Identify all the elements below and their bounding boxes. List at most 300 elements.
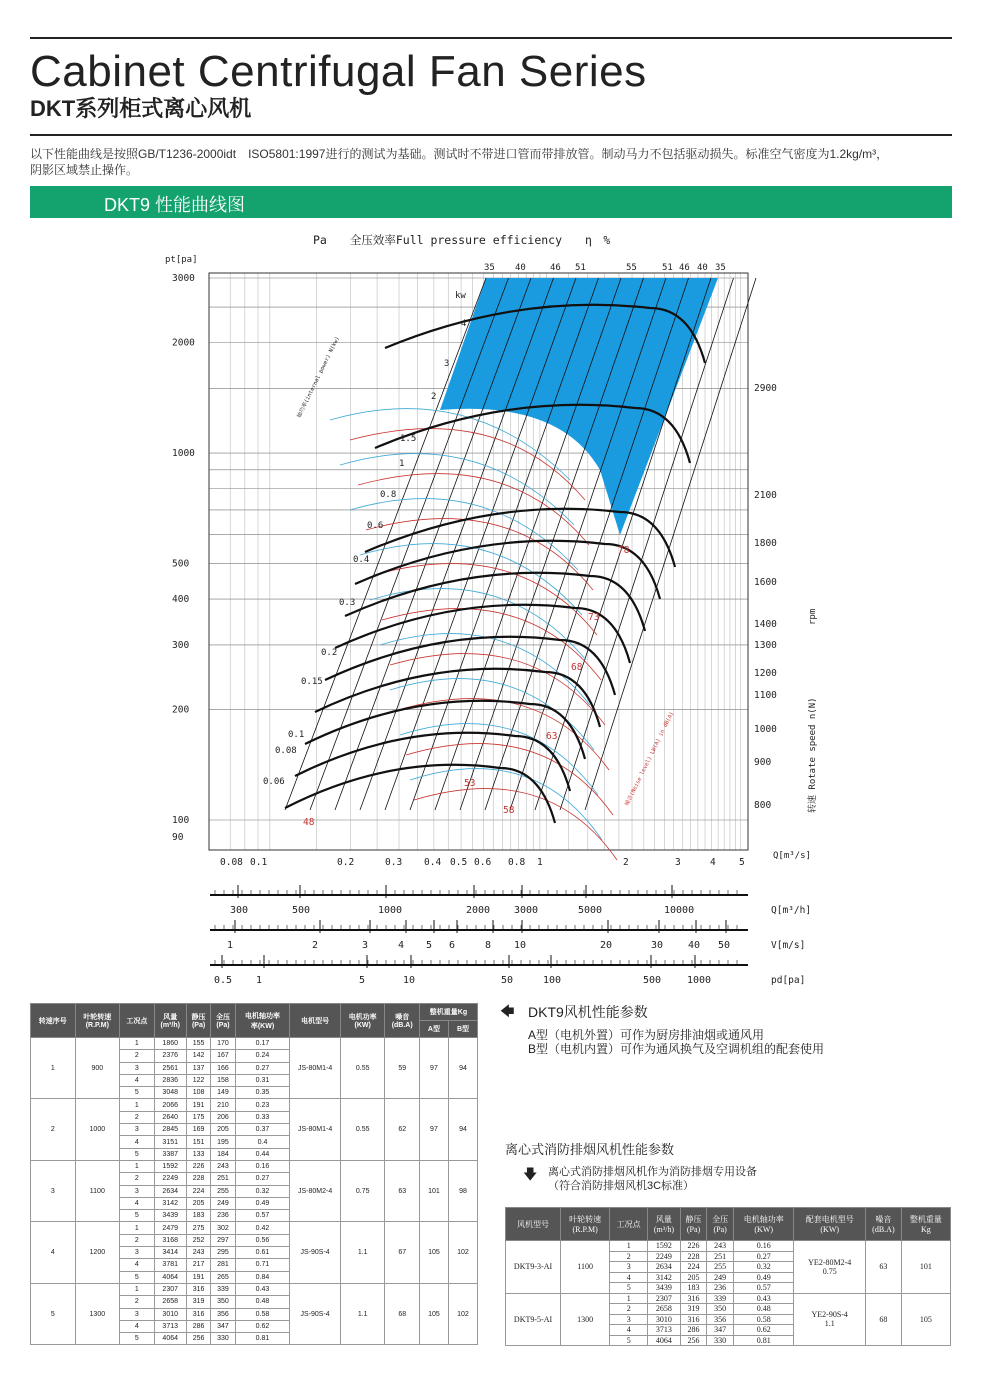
table-cell: 256 — [680, 1335, 707, 1346]
table-cell: 4 — [120, 1197, 154, 1209]
table-header: 配套电机型号 (KW) — [794, 1208, 866, 1241]
table-header: 转速序号 — [31, 1004, 76, 1038]
table-cell: 1.1 — [340, 1222, 385, 1283]
table-cell: 224 — [680, 1262, 707, 1273]
table-cell: 3414 — [154, 1247, 186, 1259]
y-tick-label: 1000 — [172, 448, 195, 460]
table-cell: 105 — [419, 1283, 448, 1344]
table-cell: 0.42 — [235, 1222, 290, 1234]
noise-value-label: 68 — [571, 662, 583, 673]
table-cell: 226 — [680, 1241, 707, 1252]
table-cell: 191 — [186, 1271, 210, 1283]
table-cell: 0.75 — [340, 1160, 385, 1221]
table-cell: 1 — [610, 1293, 648, 1304]
table-cell: 183 — [680, 1283, 707, 1294]
table-cell: JS-80M1-4 — [290, 1099, 341, 1160]
table-cell: 339 — [211, 1283, 235, 1295]
table-cell: 2249 — [648, 1251, 681, 1262]
table-cell: 3 — [610, 1262, 648, 1273]
scale-pd-label: pd[pa] — [771, 975, 806, 986]
table-cell: 356 — [211, 1308, 235, 1320]
table-cell: 330 — [211, 1333, 235, 1345]
table-cell: JS-90S-4 — [290, 1283, 341, 1344]
rpm-tick-label: 1000 — [754, 724, 777, 735]
table-cell: 3 — [120, 1185, 154, 1197]
efficiency-top-label: 55 — [626, 263, 637, 273]
table-cell: 0.57 — [734, 1283, 794, 1294]
table-cell: 243 — [211, 1160, 235, 1172]
table-cell: 0.61 — [235, 1247, 290, 1259]
table-cell: 4064 — [154, 1333, 186, 1345]
table-cell: 105 — [419, 1222, 448, 1283]
table-cell: 316 — [680, 1314, 707, 1325]
table-cell: 0.48 — [235, 1296, 290, 1308]
table-cell: 0.43 — [235, 1283, 290, 1295]
efficiency-top-label: 40 — [515, 263, 526, 273]
table-cell: 149 — [211, 1087, 235, 1099]
table-cell: 900 — [75, 1038, 120, 1099]
table-cell: 63 — [866, 1241, 902, 1294]
noise-value-label: 73 — [588, 612, 600, 623]
table-cell: 1100 — [561, 1241, 610, 1294]
table-cell: 2066 — [154, 1099, 186, 1111]
noise-axis-label: 噪音(Noise level) LW(A) in dB(A) — [624, 711, 676, 807]
table-cell: 0.27 — [235, 1062, 290, 1074]
kw-value-label: 0.15 — [301, 677, 323, 687]
table-cell: 169 — [186, 1124, 210, 1136]
intro-line-1: 以下性能曲线是按照GB/T1236-2000idt ISO5801:1997进行的测试为基础。测试时不带进口管而带排放管。制动马力不包括驱动损失。标准空气密度为1.2kg/m³， — [30, 147, 889, 161]
table-cell: 0.35 — [235, 1087, 290, 1099]
table-header: 噪音 (dB.A) — [866, 1208, 902, 1241]
table-cell: 102 — [448, 1283, 477, 1344]
table-cell: 97 — [419, 1099, 448, 1160]
table-cell: 2249 — [154, 1173, 186, 1185]
table-cell: 122 — [186, 1074, 210, 1086]
params-line-a: A型（电机外置）可作为厨房排油烟或通风用 — [528, 1028, 765, 1042]
efficiency-top-label: 51 — [662, 263, 673, 273]
table-cell: 1.1 — [340, 1283, 385, 1344]
scale-v-tick-label: 50 — [718, 940, 731, 951]
table-cell: 347 — [707, 1325, 734, 1336]
table-row — [31, 1283, 478, 1295]
rpm-tick-label: 1400 — [754, 619, 777, 630]
scale-v-tick-label: 6 — [449, 940, 456, 951]
rpm-tick-label: 1100 — [754, 690, 777, 701]
table-cell: 1592 — [154, 1160, 186, 1172]
kw-value-label: 0.6 — [367, 521, 384, 531]
rpm-tick-label: 2100 — [754, 490, 777, 501]
table-cell: 2634 — [154, 1185, 186, 1197]
table-cell: 0.55 — [340, 1038, 385, 1099]
table-subheader: B型 — [448, 1021, 477, 1038]
power-axis-label: 轴功率(internal power) N(kw) — [296, 335, 341, 419]
table-cell: 1 — [120, 1283, 154, 1295]
table-cell: 0.44 — [235, 1148, 290, 1160]
table-cell: 243 — [186, 1247, 210, 1259]
table-cell: 224 — [186, 1185, 210, 1197]
table-cell: 137 — [186, 1062, 210, 1074]
table-cell: 0.62 — [734, 1325, 794, 1336]
smoke-line-1: 离心式消防排烟风机作为消防排烟专用设备 — [548, 1166, 757, 1178]
table-cell: 2 — [120, 1111, 154, 1123]
scale-pd-tick-label: 10 — [403, 975, 416, 986]
table-cell: 5 — [610, 1335, 648, 1346]
table-cell: 68 — [385, 1283, 419, 1344]
table-cell: 205 — [186, 1197, 210, 1209]
table-row — [506, 1241, 951, 1252]
performance-curve — [315, 669, 600, 727]
table-cell: 4 — [120, 1074, 154, 1086]
table-cell: 0.56 — [235, 1234, 290, 1246]
table-cell: 0.58 — [734, 1314, 794, 1325]
table-cell: 236 — [707, 1283, 734, 1294]
table-cell: 205 — [680, 1272, 707, 1283]
rpm-tick-label: 900 — [754, 757, 772, 768]
table-cell: 101 — [901, 1241, 950, 1294]
table-header: 风量 (m³/h) — [154, 1004, 186, 1038]
noise-curve — [414, 789, 617, 860]
table-cell: 295 — [211, 1247, 235, 1259]
table-cell: 255 — [707, 1262, 734, 1273]
noise-value-label: 48 — [303, 817, 315, 828]
kw-value-label: 0.06 — [263, 777, 285, 787]
scale-v-tick-label: 4 — [398, 940, 405, 951]
scale-v-tick-label: 5 — [426, 940, 433, 951]
rpm-tick-label: 800 — [754, 800, 772, 811]
table-cell: DKT9-5-AI — [506, 1293, 561, 1346]
performance-chart — [160, 225, 820, 990]
rpm-tick-label: 1300 — [754, 640, 777, 651]
table-cell: 2640 — [154, 1111, 186, 1123]
table-cell: 0.43 — [734, 1293, 794, 1304]
top-rule — [30, 37, 952, 39]
scale-v-tick-label: 8 — [485, 940, 492, 951]
table-cell: 2634 — [648, 1262, 681, 1273]
x-tick-label: 3 — [675, 857, 681, 868]
table-cell: 0.84 — [235, 1271, 290, 1283]
scale-q-h-tick-label: 10000 — [664, 905, 695, 916]
kw-label: kw — [455, 291, 466, 301]
table-cell: 2658 — [648, 1304, 681, 1315]
table-cell: 251 — [707, 1251, 734, 1262]
table-cell: 281 — [211, 1259, 235, 1271]
down-arrow-icon: 🡇 — [523, 1166, 538, 1182]
table-header: 全压 (Pa) — [211, 1004, 235, 1038]
table-cell: 183 — [186, 1210, 210, 1222]
table-cell: 0.62 — [235, 1320, 290, 1332]
table-cell: 4064 — [154, 1271, 186, 1283]
table-cell: 228 — [680, 1251, 707, 1262]
kw-value-label: 0.1 — [288, 730, 305, 740]
diagonal-line — [310, 278, 509, 810]
noise-value-label: 53 — [464, 778, 476, 789]
scale-pd-tick-label: 500 — [643, 975, 662, 986]
table-cell: 5 — [120, 1210, 154, 1222]
scale-v-tick-label: 10 — [514, 940, 527, 951]
table-cell: 297 — [211, 1234, 235, 1246]
table-row — [31, 1038, 478, 1050]
table-cell: 316 — [186, 1283, 210, 1295]
intro-line-2: 阴影区域禁止操作。 — [30, 163, 139, 177]
table-cell: 4 — [610, 1325, 648, 1336]
scale-v-tick-label: 40 — [688, 940, 701, 951]
section-band-label: DKT9 性能曲线图 — [104, 195, 246, 215]
table-cell: 3142 — [154, 1197, 186, 1209]
scale-v-tick-label: 1 — [227, 940, 234, 951]
table-cell: 316 — [186, 1308, 210, 1320]
table-cell: 94 — [448, 1099, 477, 1160]
table-cell: 4 — [120, 1136, 154, 1148]
scale-pd-tick-label: 1000 — [687, 975, 712, 986]
x-tick-label: 0.8 — [508, 857, 526, 868]
table-cell: 2 — [610, 1251, 648, 1262]
table-cell: 350 — [707, 1304, 734, 1315]
table-header: 电机功率 (KW) — [340, 1004, 385, 1038]
table-cell: 62 — [385, 1099, 419, 1160]
params-title: DKT9风机性能参数 — [528, 1004, 648, 1020]
table-cell: 59 — [385, 1038, 419, 1099]
table-cell: 133 — [186, 1148, 210, 1160]
table-cell: 0.31 — [235, 1074, 290, 1086]
left-arrow-icon: 🡄 — [500, 1003, 515, 1019]
table-cell: JS-80M2-4 — [290, 1160, 341, 1221]
table-cell: 2836 — [154, 1074, 186, 1086]
efficiency-top-label: 35 — [484, 263, 495, 273]
table-cell: 0.27 — [734, 1251, 794, 1262]
x-tick-label: 0.1 — [250, 857, 268, 868]
y-tick-label: 90 — [172, 831, 184, 843]
rpm-axis-label: 转速 Rotate speed n(N) — [808, 697, 818, 813]
table-cell: 2479 — [154, 1222, 186, 1234]
noise-value-label: 63 — [546, 731, 558, 742]
chart-title: Pa 全压效率Full pressure efficiency η % — [313, 233, 611, 247]
table-header: 叶轮转速 (R.P.M) — [561, 1208, 610, 1241]
table-header: 工况点 — [120, 1004, 154, 1038]
x-tick-label: 4 — [710, 857, 716, 868]
table-cell: 3439 — [154, 1210, 186, 1222]
y-tick-label: 200 — [172, 704, 190, 716]
table-cell: 94 — [448, 1038, 477, 1099]
table-cell: 3713 — [648, 1325, 681, 1336]
table-header: 电机轴功率 率(KW) — [235, 1004, 290, 1038]
table-cell: 249 — [211, 1197, 235, 1209]
efficiency-top-label: 35 — [715, 263, 726, 273]
y-axis-label: pt[pa] — [165, 255, 198, 265]
kw-value-label: 1 — [399, 459, 405, 469]
y-tick-label: 300 — [172, 639, 190, 651]
kw-value-label: 4 — [461, 319, 467, 329]
table-cell: 339 — [707, 1293, 734, 1304]
table-cell: 3 — [120, 1124, 154, 1136]
table-header: 整机重量Kg — [419, 1004, 477, 1021]
table-cell: 3 — [120, 1247, 154, 1259]
table-cell: 0.23 — [235, 1099, 290, 1111]
table-cell: 255 — [211, 1185, 235, 1197]
table-cell: JS-90S-4 — [290, 1222, 341, 1283]
section-band — [30, 186, 952, 218]
kw-value-label: 0.08 — [275, 746, 297, 756]
params-line-b: B型（电机内置）可作为通风换气及空调机组的配套使用 — [528, 1042, 825, 1056]
table-cell: 97 — [419, 1038, 448, 1099]
table-cell: 5 — [120, 1271, 154, 1283]
efficiency-curve — [390, 679, 594, 750]
noise-curve — [366, 519, 593, 590]
table-cell: 206 — [211, 1111, 235, 1123]
table-cell: 356 — [707, 1314, 734, 1325]
table-cell: 2 — [31, 1099, 76, 1160]
table-cell: 3010 — [154, 1308, 186, 1320]
table-cell: 3142 — [648, 1272, 681, 1283]
table-cell: 1 — [120, 1160, 154, 1172]
table-cell: 256 — [186, 1333, 210, 1345]
scale-v-tick-label: 2 — [312, 940, 319, 951]
scale-q-h-tick-label: 1000 — [378, 905, 403, 916]
smoke-fan-table — [505, 1207, 951, 1346]
table-cell: 101 — [419, 1160, 448, 1221]
table-cell: 0.24 — [235, 1050, 290, 1062]
table-cell: 4 — [610, 1272, 648, 1283]
table-cell: 3387 — [154, 1148, 186, 1160]
table-cell: 0.32 — [235, 1185, 290, 1197]
table-cell: 210 — [211, 1099, 235, 1111]
table-cell: 3 — [31, 1160, 76, 1221]
table-cell: 4064 — [648, 1335, 681, 1346]
table-cell: 108 — [186, 1087, 210, 1099]
y-tick-label: 500 — [172, 558, 190, 570]
rpm-tick-label: 1600 — [754, 577, 777, 588]
table-row — [31, 1160, 478, 1172]
table-cell: 5 — [610, 1283, 648, 1294]
table-cell: 184 — [211, 1148, 235, 1160]
table-cell: 275 — [186, 1222, 210, 1234]
table-cell: 0.49 — [235, 1197, 290, 1209]
efficiency-curve — [340, 454, 574, 525]
table-header: 风量 (m³/h) — [648, 1208, 681, 1241]
x-axis-label: Q[m³/s] — [773, 851, 811, 861]
table-cell: 252 — [186, 1234, 210, 1246]
table-cell: 205 — [211, 1124, 235, 1136]
table-header: 叶轮转速 (R.P.M) — [75, 1004, 120, 1038]
table-header: 工况点 — [610, 1208, 648, 1241]
scale-q-h-tick-label: 500 — [292, 905, 311, 916]
table-cell: 2658 — [154, 1296, 186, 1308]
table-cell: 0.16 — [235, 1160, 290, 1172]
table-cell: 302 — [211, 1222, 235, 1234]
table-cell: 142 — [186, 1050, 210, 1062]
table-cell: 0.32 — [734, 1262, 794, 1273]
table-cell: 2 — [120, 1173, 154, 1185]
smoke-line-2: （符合消防排烟风机3C标准） — [548, 1180, 695, 1192]
table-header: 全压 (Pa) — [707, 1208, 734, 1241]
scale-q-h-tick-label: 300 — [230, 905, 249, 916]
scale-q-h-tick-label: 2000 — [466, 905, 491, 916]
table-cell: 228 — [186, 1173, 210, 1185]
rpm-tick-label: 1200 — [754, 668, 777, 679]
table-cell: 3 — [610, 1314, 648, 1325]
table-cell: 2376 — [154, 1050, 186, 1062]
x-tick-label: 5 — [739, 857, 745, 868]
y-tick-label: 2000 — [172, 337, 195, 349]
table-cell: 2845 — [154, 1124, 186, 1136]
table-cell: 330 — [707, 1335, 734, 1346]
page-subtitle: DKT系列柜式离心风机 — [30, 96, 252, 121]
table-cell: 102 — [448, 1222, 477, 1283]
scale-pd-tick-label: 50 — [501, 975, 514, 986]
rpm-unit-label: rpm — [808, 608, 818, 625]
table-cell: 68 — [866, 1293, 902, 1346]
table-cell: 1200 — [75, 1222, 120, 1283]
table-cell: 286 — [680, 1325, 707, 1336]
scale-pd-tick-label: 100 — [543, 975, 562, 986]
scale-v-tick-label: 3 — [362, 940, 369, 951]
table-row — [506, 1293, 951, 1304]
table-cell: 350 — [211, 1296, 235, 1308]
scale-q-h-label: Q[m³/h] — [771, 905, 812, 916]
table-cell: 67 — [385, 1222, 419, 1283]
table-cell: 175 — [186, 1111, 210, 1123]
scale-v-label: V[m/s] — [771, 940, 806, 951]
table-cell: 0.49 — [734, 1272, 794, 1283]
table-cell: 265 — [211, 1271, 235, 1283]
table-header: 噪音 (dB.A) — [385, 1004, 419, 1038]
table-cell: YE2-90S-4 1.1 — [794, 1293, 866, 1346]
table-cell: 98 — [448, 1160, 477, 1221]
table-cell: 1300 — [75, 1283, 120, 1344]
efficiency-curve — [360, 544, 582, 615]
table-cell: 1100 — [75, 1160, 120, 1221]
noise-value-label: 58 — [503, 805, 515, 816]
table-header: 电机型号 — [290, 1004, 341, 1038]
table-cell: 0.48 — [734, 1304, 794, 1315]
table-cell: 2 — [120, 1296, 154, 1308]
table-cell: 0.55 — [340, 1099, 385, 1160]
table-cell: 151 — [186, 1136, 210, 1148]
scale-pd-tick-label: 5 — [359, 975, 366, 986]
table-row — [31, 1099, 478, 1111]
x-tick-label: 0.6 — [474, 857, 492, 868]
table-cell: 5 — [31, 1283, 76, 1344]
table-cell: 0.37 — [235, 1124, 290, 1136]
table-cell: 2 — [120, 1234, 154, 1246]
scale-q-h-tick-label: 3000 — [514, 905, 539, 916]
table-cell: 1860 — [154, 1038, 186, 1050]
x-tick-label: 0.5 — [450, 857, 468, 868]
diagonal-line — [360, 278, 554, 810]
performance-curve — [345, 573, 645, 631]
table-cell: 3 — [120, 1062, 154, 1074]
table-cell: 191 — [186, 1099, 210, 1111]
x-tick-label: 0.4 — [424, 857, 442, 868]
table-cell: 0.17 — [235, 1038, 290, 1050]
table-cell: 1000 — [75, 1099, 120, 1160]
kw-value-label: 0.2 — [321, 648, 338, 658]
kw-value-label: 0.8 — [380, 490, 397, 500]
y-tick-label: 100 — [172, 815, 190, 826]
table-cell: 5 — [120, 1333, 154, 1345]
performance-table — [30, 1003, 478, 1345]
scale-pd-tick-label: 1 — [256, 975, 263, 986]
x-tick-label: 0.3 — [385, 857, 403, 868]
x-tick-label: 2 — [623, 857, 629, 868]
table-cell: 0.4 — [235, 1136, 290, 1148]
table-cell: 167 — [211, 1050, 235, 1062]
y-tick-label: 3000 — [172, 273, 195, 284]
x-tick-label: 0.2 — [337, 857, 355, 868]
table-cell: 155 — [186, 1038, 210, 1050]
table-cell: 0.27 — [235, 1173, 290, 1185]
header-rule — [30, 134, 952, 136]
table-cell: 195 — [211, 1136, 235, 1148]
